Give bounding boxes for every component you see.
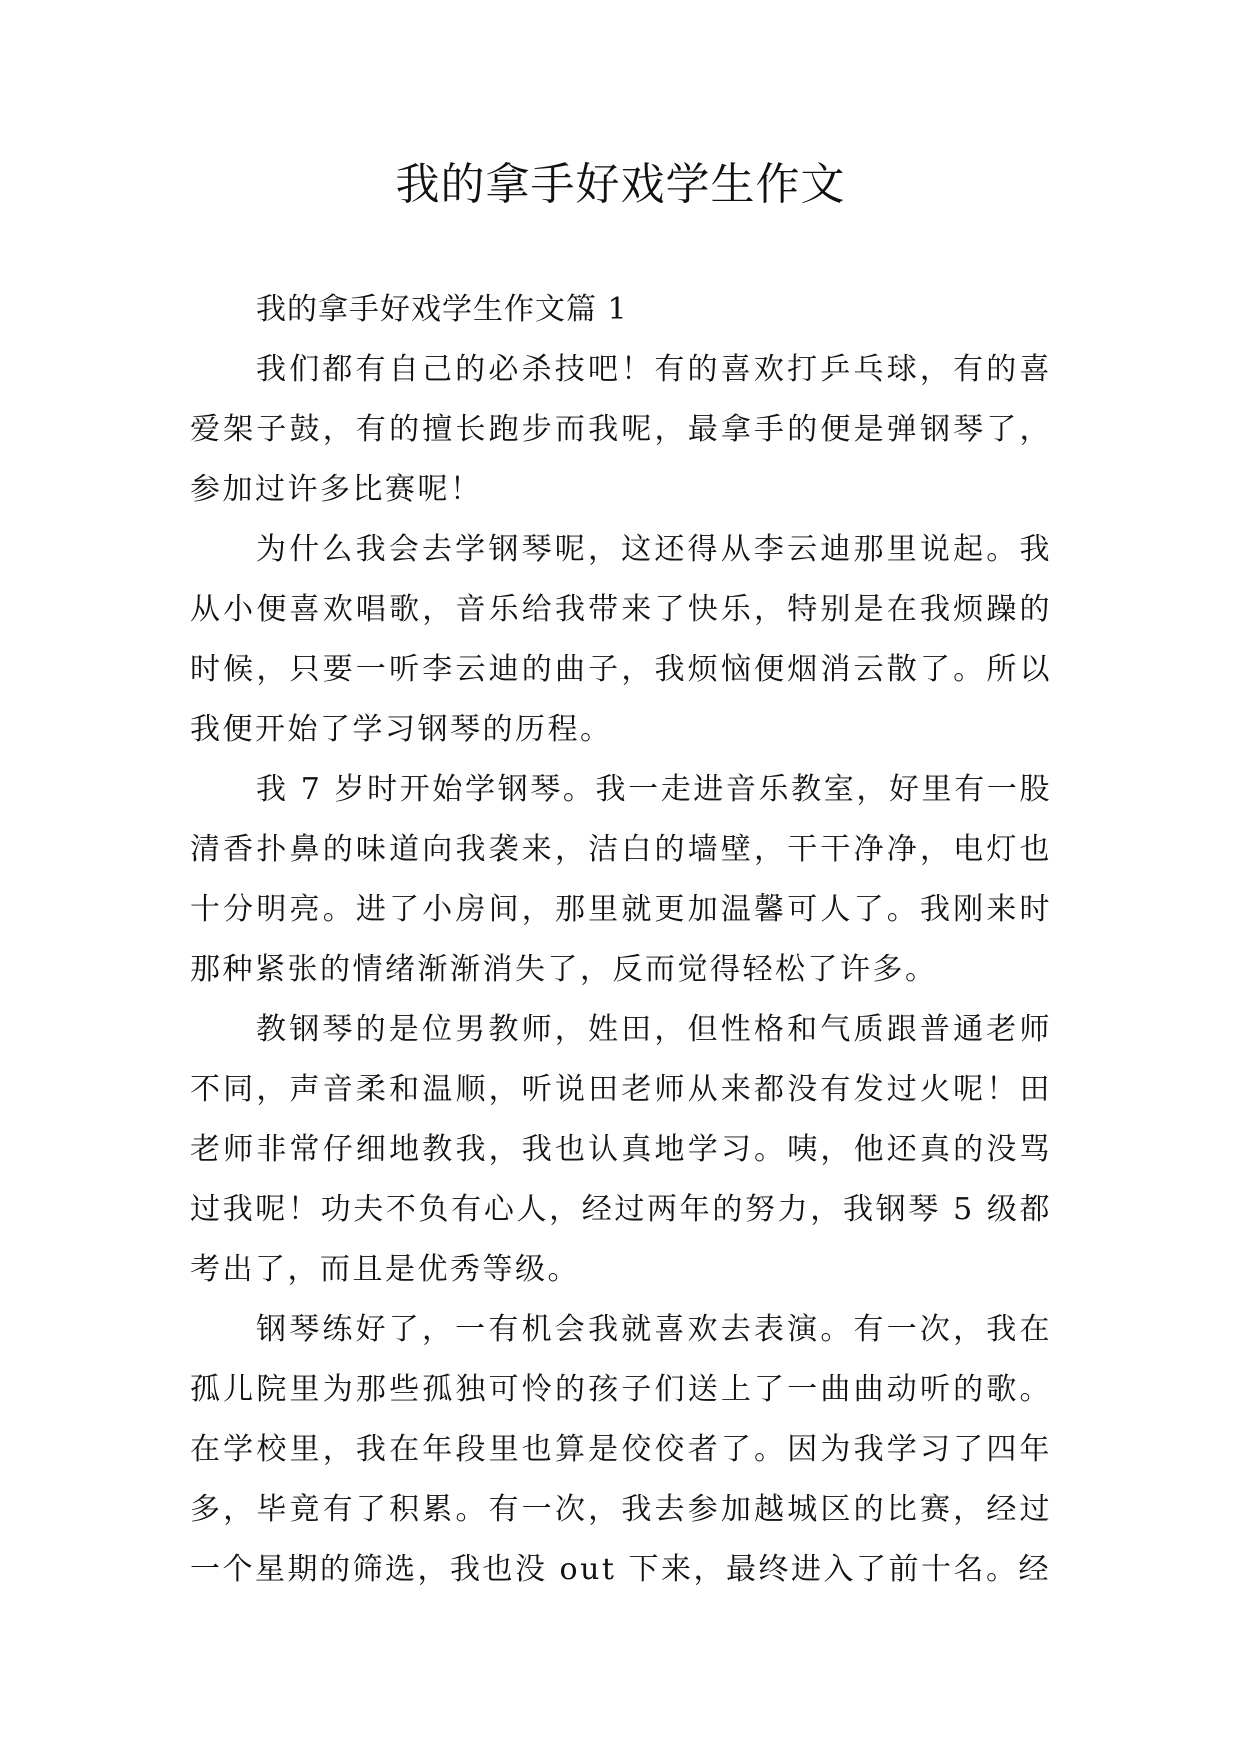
paragraph-1: 我们都有自己的必杀技吧！有的喜欢打乒乓球，有的喜爱架子鼓，有的擅长跑步而我呢，最拿手的便是弹钢琴了，参加过许多比赛呢！ <box>190 352 1052 507</box>
paragraph-3: 我 7 岁时开始学钢琴。我一走进音乐教室，好里有一股清香扑鼻的味道向我袭来，洁白的墙壁，干干净净，电灯也十分明亮。进了小房间，那里就更加温馨可人了。我刚来时那种紧张的情绪渐渐消失了，反而觉得轻松了许多。 <box>190 772 1052 987</box>
paragraph-4: 教钢琴的是位男教师，姓田，但性格和气质跟普通老师不同，声音柔和温顺，听说田老师从来都没有发过火呢！田老师非常仔细地教我，我也认真地学习。咦，他还真的没骂过我呢！功夫不负有心人，经过两年的努力，我钢琴 5 级都考出了，而且是优秀等级。 <box>190 1012 1052 1287</box>
document-body <box>190 280 1052 1600</box>
paragraph-2: 为什么我会去学钢琴呢，这还得从李云迪那里说起。我从小便喜欢唱歌，音乐给我带来了快乐，特别是在我烦躁的时候，只要一听李云迪的曲子，我烦恼便烟消云散了。所以我便开始了学习钢琴的历程。 <box>190 532 1052 747</box>
paragraph-5: 钢琴练好了，一有机会我就喜欢去表演。有一次，我在孤儿院里为那些孤独可怜的孩子们送上了一曲曲动听的歌。在学校里，我在年段里也算是佼佼者了。因为我学习了四年多，毕竟有了积累。有一次，我去参加越城区的比赛，经过一个星期的筛选，我也没 out 下来，最终进入了前十名。经 <box>190 1312 1052 1587</box>
document-title: 我的拿手好戏学生作文 <box>395 159 846 210</box>
section-heading: 我的拿手好戏学生作文篇 1 <box>256 292 628 327</box>
